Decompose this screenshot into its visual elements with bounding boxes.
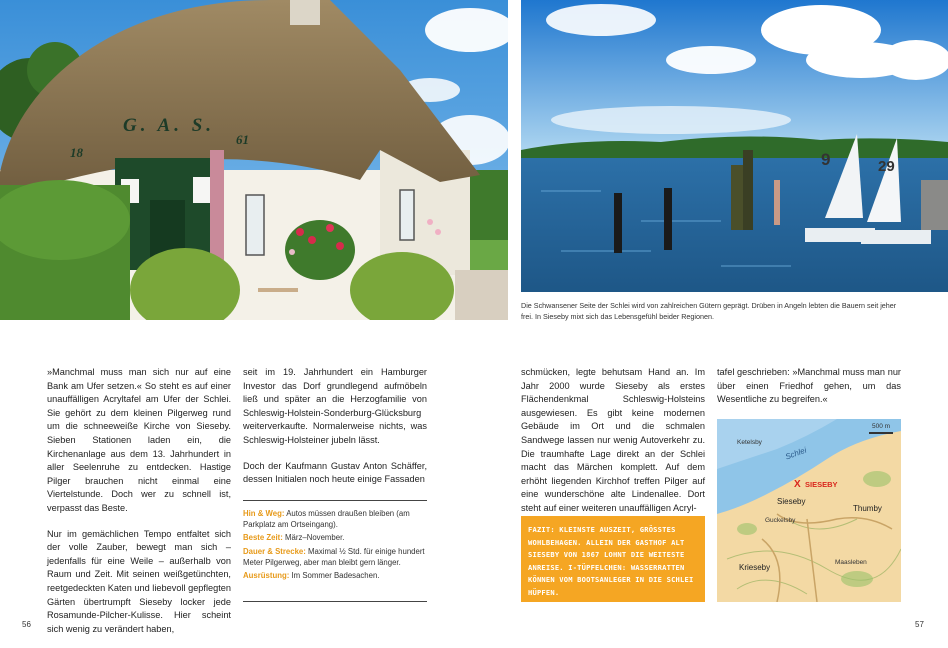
fazit-box: FAZIT: KLEINSTE AUSZEIT, GRÖSSTES WOHLBEHAGEN. ALLEIN DER GASTHOF ALT SIESEBY VON 1867 LOHNT DIE WEITESTE ANREISE. I-TÜPFELCHEN: WASSERRATTEN KÖNNEN VOM BOOTSANLEGER IN DIE SCHLEI HÜPFEN. xyxy=(521,516,705,602)
map-marker-x: X xyxy=(794,479,801,490)
col1-paragraph-2: Nur im gemächlichen Tempo entfaltet sich der volle Zauber, bewegt man sich – jedenfalls für eine Weile – außerhalb von Raum und Zeit. Mit seinen weißgetünchten, reetgedeckten Katen und liebevoll gepflegten Gärten übertrumpft Sieseby locker jede Rosamunde-Pilcher-Kulisse. Hier scheint sich wenig zu verändert haben, xyxy=(47,528,231,634)
photo-caption: Die Schwansener Seite der Schlei wird von zahlreichen Gütern geprägt. Drüben in Angeln lebten die Bauern seit jeher frei. In Sieseby mixt sich das Lebensgefühl beider Regionen. xyxy=(521,301,897,321)
schlei-sailboats-photo xyxy=(521,0,948,292)
facade-number-right: 61 xyxy=(236,132,249,147)
thatched-house-photo xyxy=(0,0,508,320)
info-ausruestung xyxy=(243,570,427,581)
info-label: Ausrüstung: xyxy=(243,571,290,581)
page-number-right: 57 xyxy=(915,620,924,629)
map-label-maasleben: Maasleben xyxy=(835,559,867,566)
map-label-sieseby-caps: SIESEBY xyxy=(805,480,838,489)
info-hin-weg xyxy=(243,508,427,530)
col1-paragraph-1: »Manchmal muss man sich nur auf eine Bank am Ufer setzen.« So steht es auf einer unauffälligen Acryltafel am Ufer der Schlei. Sie gehört zu dem kleinen Pilgerweg rund um die schneeweiße Kirche von Sieseby. Sieben Stationen laden ein, die Kirchenanlage aus dem 13. Jahrhundert in aller Seelenruhe zu entdecken. Hastige Pilger brauchen nicht einmal eine Viertelstunde. Doch wer zu schnell ist, verpasst das Beste. xyxy=(47,367,231,513)
sieseby-map xyxy=(717,419,901,602)
info-beste-zeit xyxy=(243,532,427,543)
info-text: März–November. xyxy=(285,533,345,543)
text-column-1 xyxy=(47,366,231,636)
map-scale: 500 m xyxy=(872,423,891,430)
sail-number-right: 29 xyxy=(878,158,895,175)
info-text: Maximal ½ Std. für einige hundert Meter Pilgerweg, aber man bleibt gern länger. xyxy=(243,546,425,567)
sail-number-left: 9 xyxy=(821,150,831,169)
info-box xyxy=(243,508,427,583)
facade-number-left: 18 xyxy=(70,145,83,160)
map-label-sieseby: Sieseby xyxy=(777,497,806,506)
info-label: Beste Zeit: xyxy=(243,533,283,543)
map-label-thumby: Thumby xyxy=(853,504,882,513)
page-number-left: 56 xyxy=(22,620,31,629)
info-dauer-strecke xyxy=(243,546,427,568)
info-label: Dauer & Strecke: xyxy=(243,546,306,556)
text-column-2 xyxy=(243,366,427,487)
text-column-3: schmücken, legte behutsam Hand an. Im Jahr 2000 wurde Sieseby als erstes Flächendenkmal Schleswig-Holsteins ausgewiesen. Es gibt keine modernen Gebäude im Ort und die schmalen Sandwege lassen nur wenig Autoverkehr zu. Die traumhafte Lage direkt an der Schlei macht das Märchen komplett. Auf dem erhöht liegenden Kirchhof treffen Pilger auf eine wunderschöne alte Lindenallee. Dort steht auf einer weiteren unauffälligen Acryl- xyxy=(521,367,705,513)
col2-paragraph-2: Doch der Kaufmann Gustav Anton Schäffer, dessen Initialen noch heute einige Fassaden xyxy=(243,460,427,485)
info-bottom-rule xyxy=(243,601,427,602)
info-label: Hin & Weg: xyxy=(243,509,285,518)
info-top-rule xyxy=(243,500,427,501)
map-label-ketelsby: Ketelsby xyxy=(737,439,762,446)
info-text: Im Sommer Badesachen. xyxy=(291,571,380,581)
info-text: Autos müssen draußen bleiben (am Parkplatz am Ortseingang). xyxy=(243,509,410,530)
text-column-4: tafel geschrieben: »Manchmal muss man nur über einen Friedhof gehen, um das Wesentliche zu begreifen.« xyxy=(717,367,901,405)
facade-initials: G. A. S. xyxy=(123,115,216,136)
map-label-schlei: Schlei xyxy=(784,445,808,462)
col2-paragraph-1: seit im 19. Jahrhundert ein Hamburger Investor das Dorf grundlegend aufmöbeln ließ und später an die Herzogfamilie von Schleswig-Holstein-Sonderburg-Glücksburg weiterverkaufte. Normalerweise nichts, was Schleswig-Holsteiner jubeln lässt. xyxy=(243,367,427,445)
map-label-guckelsby: Guckelsby xyxy=(765,517,796,524)
map-label-krieseby: Krieseby xyxy=(739,563,771,572)
schlei-sailboats-illustration xyxy=(521,0,948,292)
